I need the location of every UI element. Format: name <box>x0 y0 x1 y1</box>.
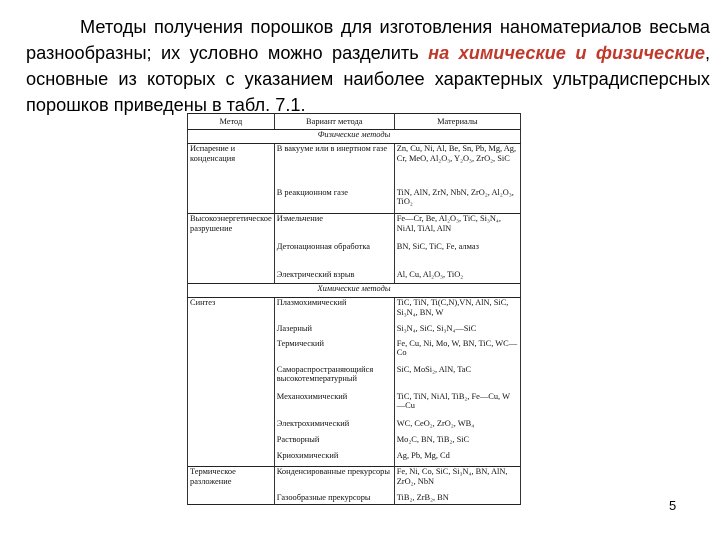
variant-cell: Растворный <box>274 435 394 451</box>
variant-cell: Плазмохимический <box>274 298 394 324</box>
table-row <box>188 467 521 493</box>
table-row <box>188 339 521 365</box>
materials-cell: Mo₂C, BN, TiB₂, SiC <box>394 435 520 451</box>
method-cell: Высокоэнергетическое разрушение <box>188 214 275 242</box>
method-cell: Синтез <box>188 298 275 324</box>
variant-cell: Термический <box>274 339 394 365</box>
table-header-row <box>188 114 521 130</box>
variant-cell: Конденсированные прекурсоры <box>274 467 394 493</box>
variant-cell: Механохимический <box>274 392 394 419</box>
header-variant: Вариант метода <box>274 114 394 130</box>
method-cell <box>188 270 275 284</box>
table-row <box>188 188 521 214</box>
table-row <box>188 214 521 242</box>
materials-cell: WC, CeO₂, ZrO₂, WB₄ <box>394 419 520 435</box>
variant-cell: Электрохимический <box>274 419 394 435</box>
variant-cell: В реакционном газе <box>274 188 394 214</box>
table-row <box>188 270 521 284</box>
page-number: 5 <box>669 498 677 513</box>
method-cell <box>188 419 275 435</box>
variant-cell: Электрический взрыв <box>274 270 394 284</box>
section-physical-title: Физические методы <box>188 130 521 144</box>
table-row <box>188 493 521 505</box>
intro-accent-text: на химические и физические <box>428 43 705 63</box>
method-cell <box>188 451 275 467</box>
table-row <box>188 435 521 451</box>
section-physical <box>188 130 521 144</box>
intro-text-part1: Методы получения порошков для изготовления наноматериалов весьма разнообразны; их условно можно разделить <box>26 17 710 63</box>
variant-cell: Газообразные прекурсоры <box>274 493 394 505</box>
method-cell <box>188 339 275 365</box>
method-cell <box>188 365 275 392</box>
table-row <box>188 392 521 419</box>
table-row <box>188 451 521 467</box>
method-cell <box>188 392 275 419</box>
method-cell <box>188 242 275 270</box>
method-cell <box>188 324 275 339</box>
materials-cell: Fe, Ni, Co, SiC, Si₃N₄, BN, AlN, ZrO₂, NbN <box>394 467 520 493</box>
table-row <box>188 419 521 435</box>
materials-cell: SiC, MoSi₂, AlN, TaC <box>394 365 520 392</box>
variant-cell: Самораспространяющийся высокотемпературный <box>274 365 394 392</box>
materials-cell: Si₃N₄, SiC, Si₃N₄—SiC <box>394 324 520 339</box>
table-row <box>188 144 521 188</box>
intro-paragraph <box>26 14 710 118</box>
method-cell <box>188 188 275 214</box>
variant-cell: Измельчение <box>274 214 394 242</box>
variant-cell: Криохимический <box>274 451 394 467</box>
method-cell: Испарение и конденсация <box>188 144 275 188</box>
intro-text-part2: , основные из которых с указанием наиболее характерных ультрадисперсных порошков приведены в табл. 7.1. <box>26 43 711 115</box>
materials-cell: Ag, Pb, Mg, Cd <box>394 451 520 467</box>
table-row <box>188 324 521 339</box>
variant-cell: Детонационная обработка <box>274 242 394 270</box>
variant-cell: Лазерный <box>274 324 394 339</box>
variant-cell: В вакууме или в инертном газе <box>274 144 394 188</box>
materials-cell: Zn, Cu, Ni, Al, Be, Sn, Pb, Mg, Ag, Cr, MeO, Al₂O₃, Y₂O₃, ZrO₂, SiC <box>394 144 520 188</box>
methods-table <box>187 113 521 505</box>
materials-cell: Fe, Cu, Ni, Mo, W, BN, TiC, WC—Co <box>394 339 520 365</box>
method-cell: Термическое разложение <box>188 467 275 493</box>
materials-cell: BN, SiC, TiC, Fe, алмаз <box>394 242 520 270</box>
materials-cell: TiN, AlN, ZrN, NbN, ZrO₂, Al₂O₃, TiO₂ <box>394 188 520 214</box>
materials-cell: Fe—Cr, Be, Al₂O₃, TiC, Si₃N₄, NiAl, TiAl, AlN <box>394 214 520 242</box>
section-chemical-title: Химические методы <box>188 284 521 298</box>
method-cell <box>188 493 275 505</box>
table-row <box>188 298 521 324</box>
header-method: Метод <box>188 114 275 130</box>
header-materials: Материалы <box>394 114 520 130</box>
materials-cell: TiB₂, ZrB₂, BN <box>394 493 520 505</box>
materials-cell: TiC, TiN, NiAl, TiB₂, Fe—Cu, W—Cu <box>394 392 520 419</box>
table-row <box>188 242 521 270</box>
materials-cell: Al, Cu, Al₂O₃, TiO₂ <box>394 270 520 284</box>
method-cell <box>188 435 275 451</box>
table-row <box>188 365 521 392</box>
section-chemical <box>188 284 521 298</box>
materials-cell: TiC, TiN, Ti(C,N),VN, AlN, SiC, Si₃N₄, BN, W <box>394 298 520 324</box>
